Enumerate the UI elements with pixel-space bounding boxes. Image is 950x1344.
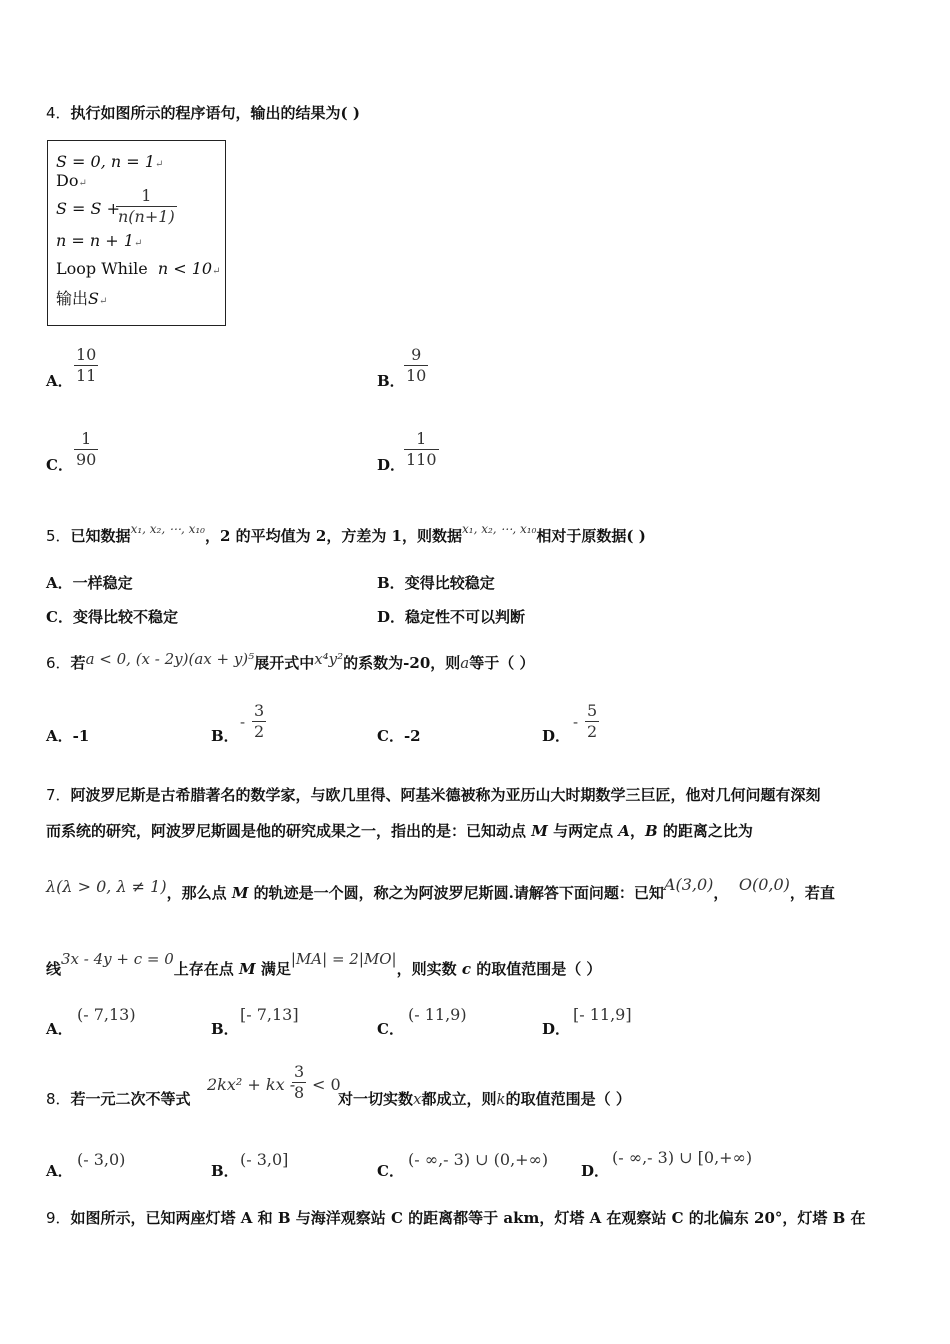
q8-inequality-fraction: 3 8 — [294, 1062, 305, 1102]
q4-option-a-fraction: 10 11 — [76, 345, 97, 385]
q5-option-d[interactable]: D．稳定性不可以判断 — [377, 608, 526, 626]
program-fraction: 1 n(n+1) — [118, 186, 175, 226]
q7-line-2: 而系统的研究，阿波罗尼斯圆是他的研究成果之一，指出的是：已知动点 M 与两定点 A，B 的距离之比为 — [46, 822, 753, 840]
q4-number: 4． — [46, 104, 71, 122]
q6-option-c[interactable]: C．-2 — [377, 727, 421, 745]
q5-stem: 5．已知数据$^{x_1, x_2, \cdots, x_{10}}$，2 的平均值为 2，方差为 1，则数据$^{x_1, x_2, \cdots, x_{10}}$相对于原数据( ) — [46, 522, 646, 545]
q7-line-3: λ(λ > 0, λ ≠ 1)，那么点 M 的轨迹是一个圆，称之为阿波罗尼斯圆.请解答下面问题：已知A(3,0)， O(0,0)，若直 — [46, 875, 835, 902]
q7-lambda: λ(λ > 0, λ ≠ 1) — [46, 877, 167, 896]
q6-option-b-label[interactable]: B． — [211, 727, 239, 745]
q6-option-b-sign: - — [240, 713, 246, 731]
q7-line-equation: 3x - 4y + c = 0 — [61, 950, 174, 968]
q8-number: 8． — [46, 1090, 71, 1108]
program-line-3: S = S + — [56, 199, 120, 218]
q7-option-d-value: [- 11,9] — [573, 1005, 632, 1024]
q7-option-c-label[interactable]: C． — [377, 1020, 404, 1038]
q6-option-b-fraction: 3 2 — [254, 701, 265, 741]
q4-option-a-label[interactable]: A． — [46, 372, 73, 390]
q7-condition: |MA| = 2|MO| — [290, 950, 397, 968]
q5-option-b[interactable]: B．变得比较稳定 — [377, 574, 495, 592]
program-line-1: S = 0, n = 1↵ — [56, 152, 164, 171]
q7-option-a-value: (- 7,13) — [77, 1005, 136, 1024]
q8-option-a-label[interactable]: A． — [46, 1162, 73, 1180]
q7-option-b-label[interactable]: B． — [211, 1020, 239, 1038]
q7-option-a-label[interactable]: A． — [46, 1020, 73, 1038]
q5-number: 5． — [46, 527, 71, 545]
q4-option-d-fraction: 1 110 — [406, 429, 437, 469]
q9-number: 9． — [46, 1209, 71, 1227]
q7-point-o: O(0,0) — [738, 875, 790, 894]
q7-point-a: A(3,0) — [663, 875, 714, 894]
program-line-5: Loop While n < 10↵ — [56, 259, 221, 278]
q6-expression: a < 0, (x - 2y)(ax + y)⁵ — [85, 650, 255, 668]
q6-term: x⁴y² — [314, 650, 344, 668]
program-line-2: Do↵ — [56, 171, 87, 190]
q4-option-b-fraction: 9 10 — [406, 345, 427, 385]
q8-option-c-label[interactable]: C． — [377, 1162, 404, 1180]
q7-option-d-label[interactable]: D． — [542, 1020, 571, 1038]
q4-option-c-label[interactable]: C． — [46, 456, 73, 474]
q7-line-4: 线3x - 4y + c = 0上存在点 M 满足|MA| = 2|MO|，则实数 c 的取值范围是（ ） — [46, 950, 602, 978]
q6-option-d-label[interactable]: D． — [542, 727, 571, 745]
q6-var-a: a — [460, 654, 470, 672]
q8-option-a-value: (- 3,0) — [77, 1150, 126, 1169]
q8-option-d-label[interactable]: D． — [581, 1162, 610, 1180]
q8-option-d-value: (- ∞,- 3) ∪ [0,+∞) — [612, 1148, 753, 1167]
q9-stem: 9．如图所示，已知两座灯塔 A 和 B 与海洋观察站 C 的距离都等于 akm，灯塔 A 在观察站 C 的北偏东 20°，灯塔 B 在 — [46, 1209, 866, 1227]
q8-inequality-right: < 0 — [312, 1075, 341, 1094]
q6-option-d-sign: - — [573, 713, 579, 731]
q7-option-b-value: [- 7,13] — [240, 1005, 299, 1024]
q8-option-b-label[interactable]: B． — [211, 1162, 239, 1180]
q6-number: 6． — [46, 654, 71, 672]
q4-option-d-label[interactable]: D． — [377, 456, 406, 474]
q8-inequality-left: 2kx² + kx - — [207, 1075, 296, 1094]
program-line-4: n = n + 1↵ — [56, 231, 143, 250]
q4-option-b-label[interactable]: B． — [377, 372, 405, 390]
q8-stem-part-1: 8．若一元二次不等式 — [46, 1090, 191, 1108]
program-line-6: 输出S↵ — [56, 289, 108, 308]
q5-option-a[interactable]: A．一样稳定 — [46, 574, 133, 592]
q8-option-b-value: (- 3,0] — [240, 1150, 289, 1169]
q8-stem-part-2: 对一切实数x都成立，则k的取值范围是（ ） — [338, 1090, 631, 1108]
q4-option-c-fraction: 1 90 — [76, 429, 97, 469]
q7-line-1: 7．阿波罗尼斯是古希腊著名的数学家，与欧几里得、阿基米德被称为亚历山大时期数学三巨匠，他对几何问题有深刻 — [46, 786, 821, 804]
q4-text: 执行如图所示的程序语句，输出的结果为( ) — [70, 104, 360, 122]
q7-option-c-value: (- 11,9) — [408, 1005, 467, 1024]
q5-option-c[interactable]: C．变得比较不稳定 — [46, 608, 178, 626]
q7-number: 7． — [46, 786, 71, 804]
q6-option-d-fraction: 5 2 — [587, 701, 598, 741]
q5-sequence-2: x₁, x₂, ⋯, x₁₀ — [461, 522, 537, 536]
q5-sequence-1: x₁, x₂, ⋯, x₁₀ — [130, 522, 205, 536]
q6-option-a[interactable]: A．-1 — [46, 727, 90, 745]
q4-stem — [46, 102, 360, 123]
q8-option-c-value: (- ∞,- 3) ∪ (0,+∞) — [408, 1150, 549, 1169]
q6-stem: 6．若a < 0, (x - 2y)(ax + y)⁵展开式中x⁴y²的系数为-20，则a等于（ ） — [46, 650, 535, 672]
